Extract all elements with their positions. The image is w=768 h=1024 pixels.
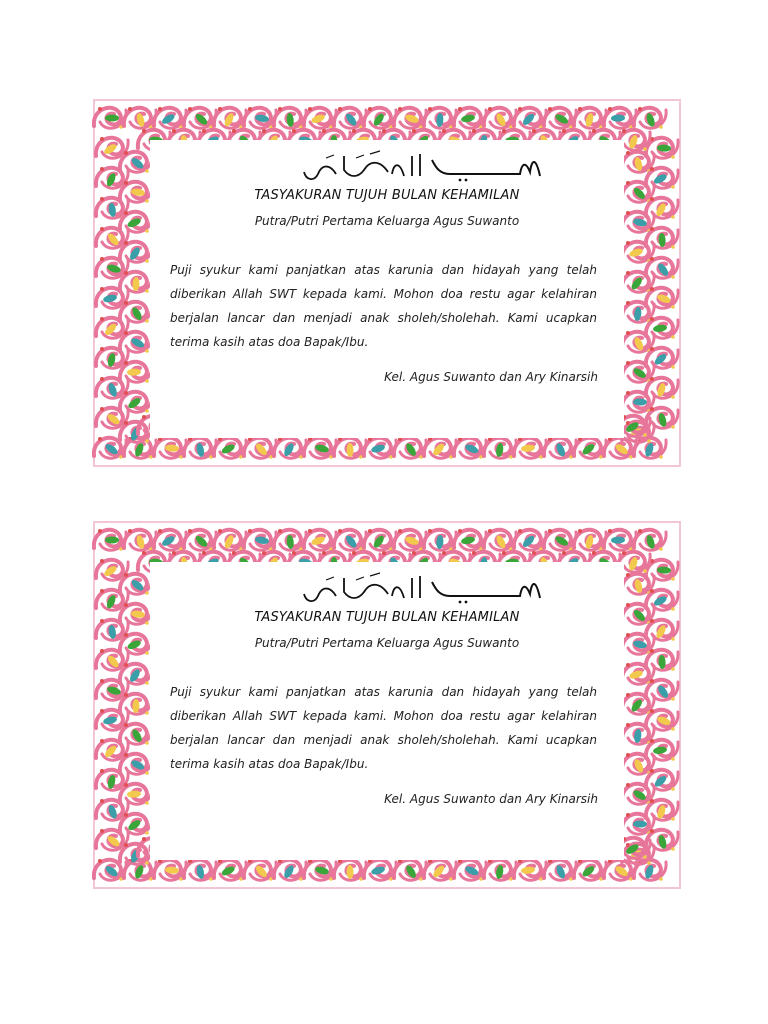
border-ornament [244,437,276,459]
border-ornament [484,859,516,881]
border-ornament [94,107,126,129]
border-ornament [120,603,152,625]
border-ornament [622,753,654,775]
border-ornament [120,813,152,835]
border-ornament [120,181,152,203]
border-ornament [646,649,678,671]
border-ornament [484,107,516,129]
border-ornament [646,799,678,821]
border-ornament [646,317,678,339]
border-ornament [454,859,486,881]
border-ornament [514,107,546,129]
border-ornament [120,391,152,413]
border-ornament [120,211,152,233]
border-ornament [622,331,654,353]
border-ornament [184,437,216,459]
border-ornament [244,859,276,881]
border-ornament [622,151,654,173]
border-ornament [154,437,186,459]
card-signature: Kel. Agus Suwanto dan Ary Kinarsih [384,792,598,806]
border-ornament [646,227,678,249]
border-ornament [120,301,152,323]
border-ornament [334,859,366,881]
border-ornament [424,859,456,881]
border-ornament [120,331,152,353]
card-content [150,140,624,438]
card-subtitle: Putra/Putri Pertama Keluarga Agus Suwanto [254,636,520,650]
border-ornament [120,271,152,293]
card-body: Puji syukur kami panjatkan atas karunia dan hidayah yang telah diberikan Allah SWT kepada kami. Mohon doa restu agar kelahiran berjalan lancar dan menjadi anak sholeh/sholehah. Kami ucapkan terima kasih atas doa Bapak/Ibu. [170,685,597,771]
border-ornament [424,529,456,551]
border-ornament [646,347,678,369]
invitation-card-1 [92,98,682,468]
border-ornament [120,241,152,263]
border-ornament [622,391,654,413]
border-ornament [514,859,546,881]
border-ornament [184,859,216,881]
border-ornament [622,271,654,293]
border-ornament [94,529,126,551]
border-ornament [424,107,456,129]
border-ornament [574,437,606,459]
border-ornament [274,859,306,881]
border-ornament [274,107,306,129]
border-ornament [394,529,426,551]
border-ornament [646,709,678,731]
border-ornament [214,107,246,129]
border-ornament [334,437,366,459]
border-ornament [646,679,678,701]
card-body: Puji syukur kami panjatkan atas karunia dan hidayah yang telah diberikan Allah SWT kepada kami. Mohon doa restu agar kelahiran berjalan lancar dan menjadi anak sholeh/sholehah. Kami ucapkan terima kasih atas doa Bapak/Ibu. [170,263,597,349]
border-ornament [544,107,576,129]
border-ornament [514,529,546,551]
border-ornament [622,241,654,263]
border-ornament [646,769,678,791]
border-ornament [124,529,156,551]
border-ornament [622,603,654,625]
border-ornament [454,107,486,129]
border-ornament [484,437,516,459]
bismillah-calligraphy [300,148,550,184]
card-subtitle: Putra/Putri Pertama Keluarga Agus Suwanto [254,214,520,228]
border-ornament [120,573,152,595]
border-ornament [120,663,152,685]
border-ornament [124,107,156,129]
border-ornament [622,573,654,595]
border-ornament [274,529,306,551]
border-ornament [120,783,152,805]
border-ornament [214,529,246,551]
border-ornament [622,633,654,655]
border-ornament [574,107,606,129]
border-ornament [304,107,336,129]
border-ornament [622,663,654,685]
card-content [150,562,624,860]
border-ornament [120,693,152,715]
border-ornament [646,589,678,611]
border-ornament [622,181,654,203]
border-ornament [120,753,152,775]
border-ornament [334,107,366,129]
border-ornament [574,529,606,551]
border-ornament [364,107,396,129]
border-ornament [514,437,546,459]
border-ornament [334,529,366,551]
invitation-card-2 [92,520,682,890]
border-ornament [454,437,486,459]
border-ornament [154,107,186,129]
border-ornament [154,529,186,551]
border-ornament [120,151,152,173]
border-ornament [646,619,678,641]
border-ornament [244,529,276,551]
border-ornament [274,437,306,459]
border-ornament [622,693,654,715]
border-ornament [364,529,396,551]
border-ornament [574,859,606,881]
border-ornament [184,107,216,129]
border-ornament [634,529,666,551]
border-ornament [622,813,654,835]
border-ornament [454,529,486,551]
border-ornament [646,287,678,309]
border-ornament [622,723,654,745]
border-ornament [646,739,678,761]
border-ornament [394,107,426,129]
card-signature: Kel. Agus Suwanto dan Ary Kinarsih [384,370,598,384]
border-ornament [604,107,636,129]
card-title: TASYAKURAN TUJUH BULAN KEHAMILAN [254,188,520,203]
border-ornament [304,437,336,459]
card-title: TASYAKURAN TUJUH BULAN KEHAMILAN [254,610,520,625]
border-ornament [484,529,516,551]
border-ornament [646,257,678,279]
border-ornament [604,529,636,551]
border-ornament [646,197,678,219]
border-ornament [544,859,576,881]
border-ornament [304,529,336,551]
border-ornament [622,301,654,323]
border-ornament [244,107,276,129]
border-ornament [544,437,576,459]
bismillah-calligraphy [300,570,550,606]
border-ornament [304,859,336,881]
border-ornament [214,859,246,881]
border-ornament [394,859,426,881]
border-ornament [154,859,186,881]
border-ornament [622,783,654,805]
border-ornament [544,529,576,551]
border-ornament [646,137,678,159]
border-ornament [214,437,246,459]
border-ornament [394,437,426,459]
border-ornament [364,437,396,459]
border-ornament [646,377,678,399]
border-ornament [120,633,152,655]
border-ornament [646,167,678,189]
border-ornament [424,437,456,459]
border-ornament [364,859,396,881]
border-ornament [646,559,678,581]
border-ornament [622,361,654,383]
border-ornament [634,107,666,129]
border-ornament [622,211,654,233]
border-ornament [120,723,152,745]
border-ornament [120,361,152,383]
border-ornament [184,529,216,551]
